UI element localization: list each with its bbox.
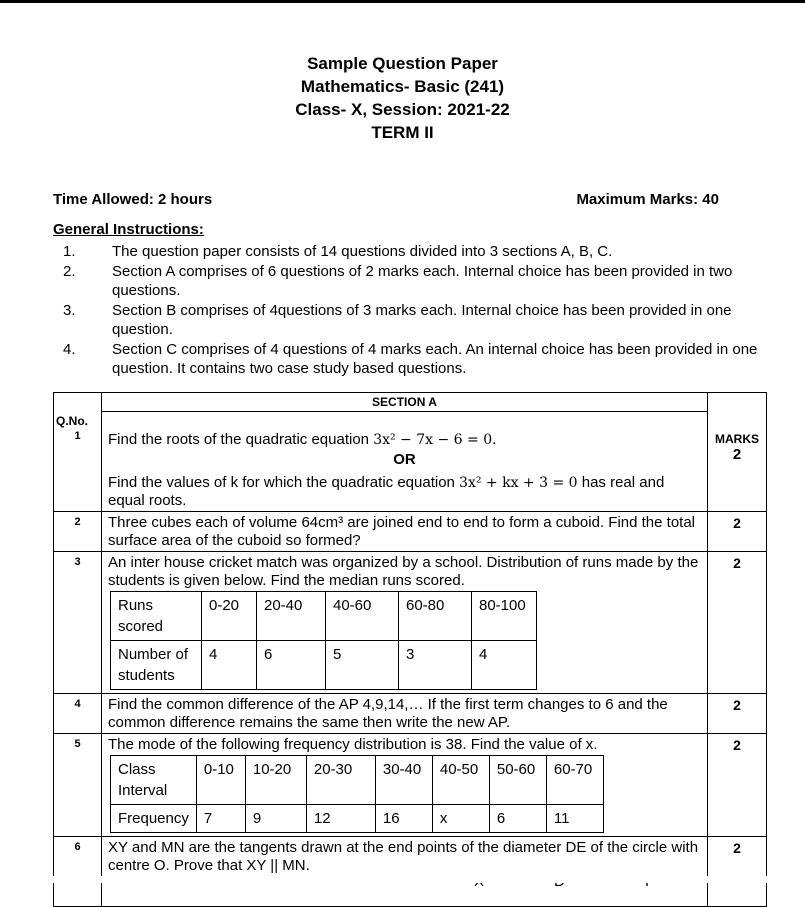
question-text: Three cubes each of volume 64cm³ are joined end to end to form a cuboid. Find the total surface area of the cuboid so formed? [102, 512, 708, 552]
question-row [54, 734, 767, 837]
instruction-text: Section C comprises of 4 questions of 4 marks each. An internal choice has been provided in one question. It contains two case study based questions. [112, 340, 758, 377]
question-text: An inter house cricket match was organized by a school. Distribution of runs made by the students is given below. Find the median runs scored. [108, 554, 699, 589]
instructions-title: General Instructions: [53, 221, 204, 238]
table-cell: 16 [375, 805, 432, 833]
equation: 3x² + kx + 3 = 0 [459, 475, 578, 491]
table-cell: 0-20 [202, 592, 257, 641]
instruction-item [53, 340, 758, 379]
instruction-item [53, 301, 758, 340]
question-number: 4 [54, 694, 102, 734]
table-cell: Class Interval [111, 756, 197, 805]
marks-value: 2 [708, 837, 767, 907]
question-text: Find the common difference of the AP 4,9,14,… If the first term changes to 6 and the common difference remains the same then write the new AP. [102, 694, 708, 734]
marks-header: MARKS [715, 431, 759, 446]
table-cell: 50-60 [489, 756, 546, 805]
runs-row [111, 592, 537, 641]
marks-value: 2 [732, 445, 742, 463]
question-text-part: Find the roots of the quadratic equation [108, 431, 374, 448]
question-text-cell [102, 837, 708, 907]
qno-cell [54, 412, 102, 512]
table-cell: Runs scored [111, 592, 202, 641]
question-text-part: has real and equal roots. [108, 474, 665, 509]
table-cell: 0-10 [196, 756, 245, 805]
question-text-cell [102, 412, 708, 512]
question-row [54, 412, 767, 512]
table-cell: 80-100 [472, 592, 537, 641]
table-cell: 4 [202, 641, 257, 690]
question-row [54, 837, 767, 907]
paper-class-session: Class- X, Session: 2021-22 [295, 100, 510, 119]
question-number: 5 [54, 734, 102, 837]
table-cell: 3 [399, 641, 472, 690]
question-text: The mode of the following frequency distribution is 38. Find the value of x. [108, 736, 598, 753]
maximum-marks: Maximum Marks: 40 [576, 191, 719, 208]
marks-value: 2 [708, 552, 767, 694]
frequency-row [111, 805, 604, 833]
instruction-text: Section A comprises of 6 questions of 2 marks each. Internal choice has been provided in two questions. [112, 262, 733, 299]
instruction-number: 2. [63, 262, 76, 280]
table-cell: 10-20 [245, 756, 306, 805]
instruction-item [53, 242, 758, 262]
question-number: 3 [54, 552, 102, 694]
table-cell: 30-40 [375, 756, 432, 805]
section-a-table [53, 392, 767, 907]
marks-cell [708, 412, 767, 512]
marks-value: 2 [708, 512, 767, 552]
table-cell: 20-30 [306, 756, 375, 805]
question-text-alt [108, 474, 701, 510]
question-row [54, 694, 767, 734]
qno-header: Q.No. [56, 413, 88, 428]
table-cell: 9 [245, 805, 306, 833]
question-text-cell [102, 734, 708, 837]
instruction-number: 3. [63, 301, 76, 319]
table-cell: 5 [326, 641, 399, 690]
section-a-title: SECTION A [102, 393, 708, 412]
runs-table [110, 591, 537, 690]
question-text [108, 431, 701, 449]
instruction-text: Section B comprises of 4questions of 3 marks each. Internal choice has been provided in one question. [112, 301, 732, 338]
table-cell: 4 [472, 641, 537, 690]
table-cell: 7 [196, 805, 245, 833]
table-cell: 60-80 [399, 592, 472, 641]
instruction-number: 4. [63, 340, 76, 358]
top-border [0, 0, 805, 3]
equation: 3x² − 7x − 6 = 0. [373, 432, 497, 448]
table-cell: 40-50 [432, 756, 489, 805]
instruction-item [53, 262, 758, 301]
table-cell: x [432, 805, 489, 833]
meta-row [53, 191, 719, 208]
marks-value: 2 [708, 734, 767, 837]
question-text: XY and MN are the tangents drawn at the end points of the diameter DE of the circle with centre O. Prove that XY || MN. [108, 839, 699, 874]
table-cell: 20-40 [257, 592, 326, 641]
table-cell: 6 [257, 641, 326, 690]
table-cell: 11 [546, 805, 603, 833]
students-row [111, 641, 537, 690]
table-cell: Number of students [111, 641, 202, 690]
question-number: 1 [74, 429, 81, 442]
question-number: 6 [54, 837, 102, 907]
question-row [54, 512, 767, 552]
class-interval-row [111, 756, 604, 805]
paper-header [0, 52, 805, 144]
time-allowed: Time Allowed: 2 hours [53, 191, 213, 208]
instruction-number: 1. [63, 243, 76, 260]
page-cutoff [0, 876, 805, 883]
table-cell: Frequency [111, 805, 197, 833]
table-cell: 40-60 [326, 592, 399, 641]
instruction-text: The question paper consists of 14 questions divided into 3 sections A, B, C. [112, 243, 613, 260]
question-row [54, 552, 767, 694]
paper-term: TERM II [371, 123, 434, 142]
table-cell: 60-70 [546, 756, 603, 805]
frequency-table [110, 755, 604, 833]
instructions-list [53, 242, 758, 379]
question-text-cell [102, 552, 708, 694]
question-number: 2 [54, 512, 102, 552]
table-cell: 12 [306, 805, 375, 833]
table-cell: 6 [489, 805, 546, 833]
paper-subject: Mathematics- Basic (241) [300, 77, 505, 96]
section-title-row [54, 393, 767, 412]
or-label: OR [393, 451, 416, 468]
marks-value: 2 [708, 694, 767, 734]
question-text-part: Find the values of k for which the quadratic equation [108, 474, 460, 491]
paper-title: Sample Question Paper [307, 54, 498, 73]
